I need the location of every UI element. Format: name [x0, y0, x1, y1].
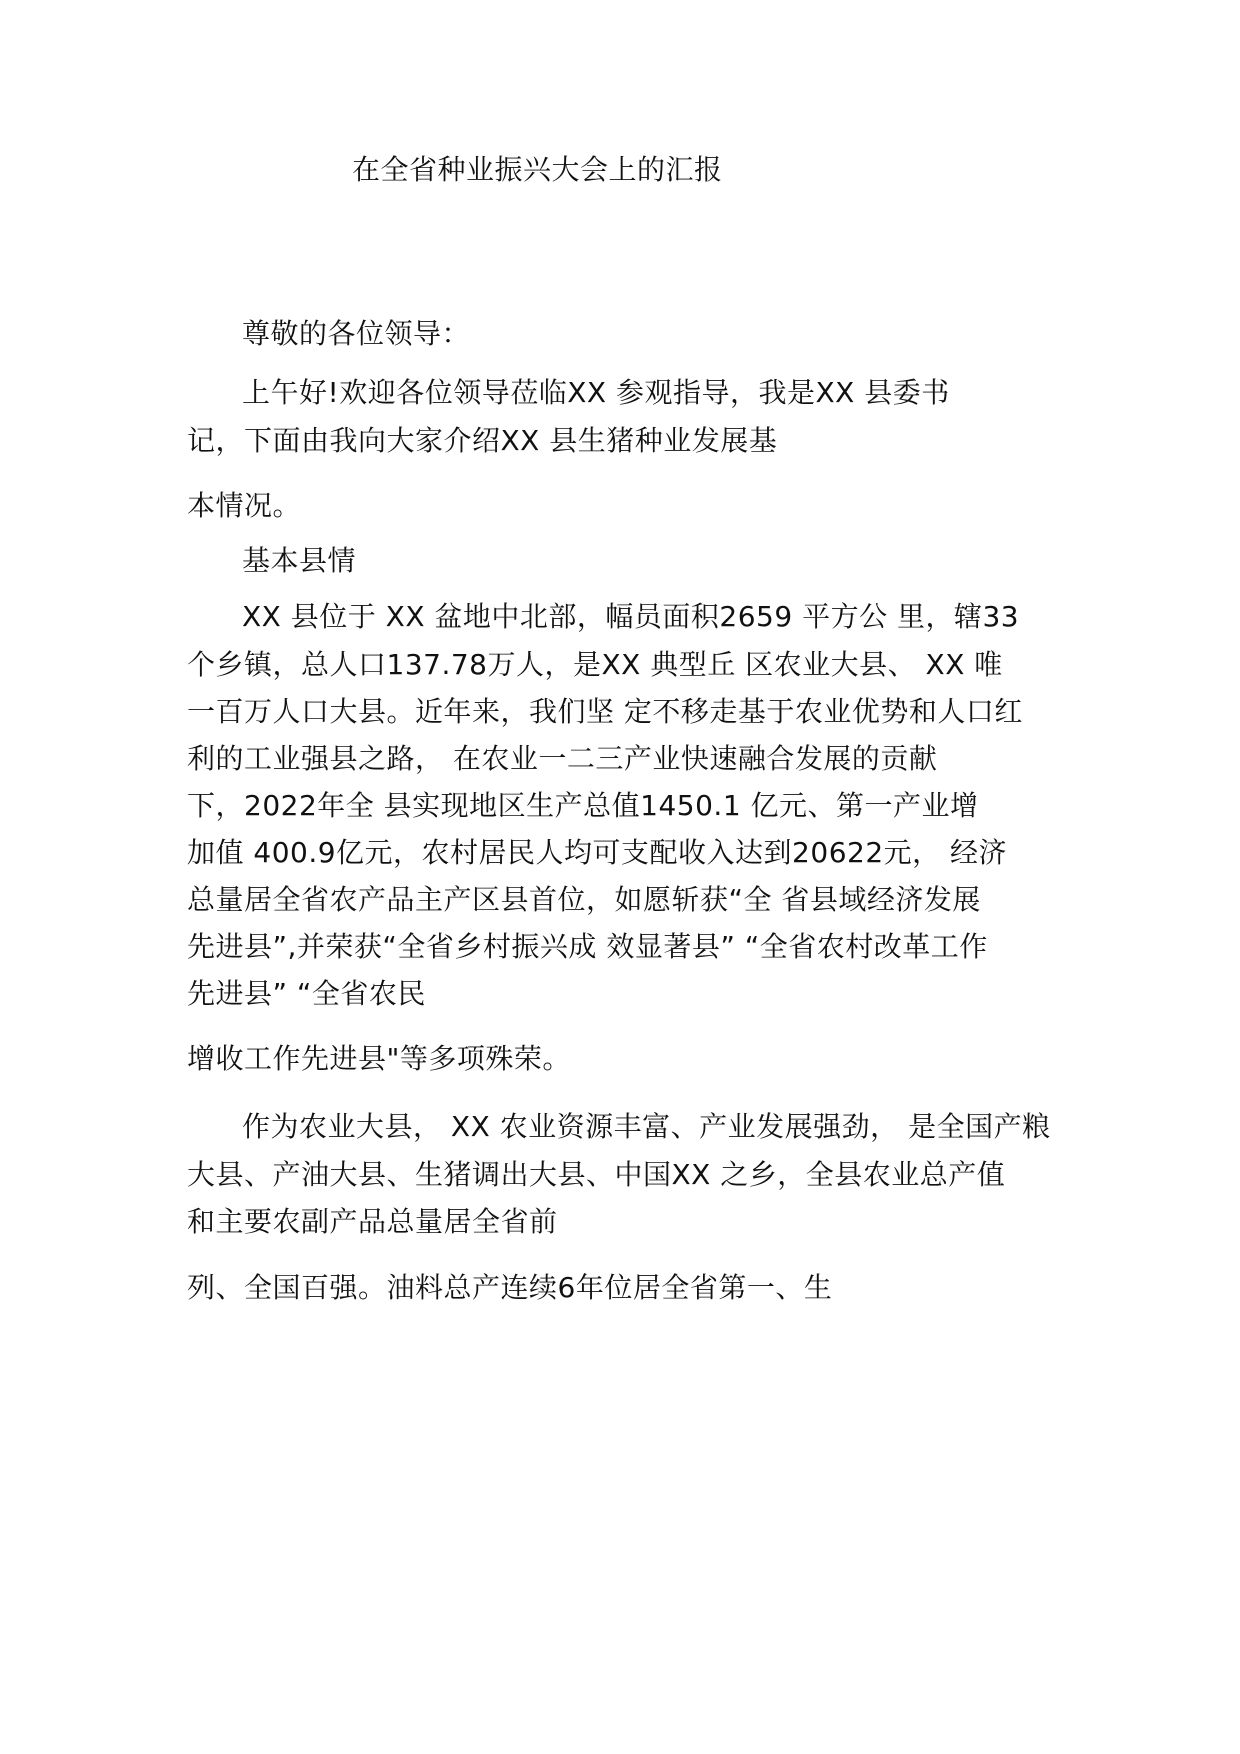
body-line: 列、全国百强。油料总产连续6年位居全省第一、生	[187, 1271, 833, 1304]
body-line: 下，2022年全 县实现地区生产总值1450.1 亿元、第一产业增	[187, 789, 979, 822]
body-line: 增收工作先进县"等多项殊荣。	[187, 1042, 571, 1075]
body-line: 一百万人口大县。近年来，我们坚 定不移走基于农业优势和人口红	[187, 695, 1023, 728]
body-line: XX 县位于 XX 盆地中北部，幅员面积2659 平方公 里，辖33	[242, 600, 1020, 633]
body-line: 先进县” “全省农民	[187, 977, 426, 1010]
body-line: 总量居全省农产品主产区县首位，如愿斩获“全 省县域经济发展	[187, 883, 981, 916]
body-line: 上午好!欢迎各位领导莅临XX 参观指导，我是XX 县委书	[242, 376, 950, 409]
salutation: 尊敬的各位领导：	[242, 317, 471, 350]
body-line: 个乡镇，总人口137.78万人，是XX 典型丘 区农业大县、 XX 唯	[187, 648, 1003, 681]
body-line: 作为农业大县， XX 农业资源丰富、产业发展强劲， 是全国产粮	[242, 1110, 1051, 1143]
body-line: 记，下面由我向大家介绍XX 县生猪种业发展基	[187, 424, 778, 457]
body-line: 和主要农副产品总量居全省前	[187, 1205, 558, 1238]
body-line: 利的工业强县之路， 在农业一二三产业快速融合发展的贡献	[187, 742, 938, 775]
body-line: 大县、产油大县、生猪调出大县、中国XX 之乡，全县农业总产值	[187, 1158, 1006, 1191]
body-line: 先进县”,并荣获“全省乡村振兴成 效显著县” “全省农村改革工作	[187, 930, 988, 963]
body-line: 本情况。	[187, 489, 302, 522]
document-title: 在全省种业振兴大会上的汇报	[352, 153, 723, 186]
body-line: 加值 400.9亿元，农村居民人均可支配收入达到20622元， 经济	[187, 836, 1008, 869]
section-heading: 基本县情	[242, 544, 357, 577]
